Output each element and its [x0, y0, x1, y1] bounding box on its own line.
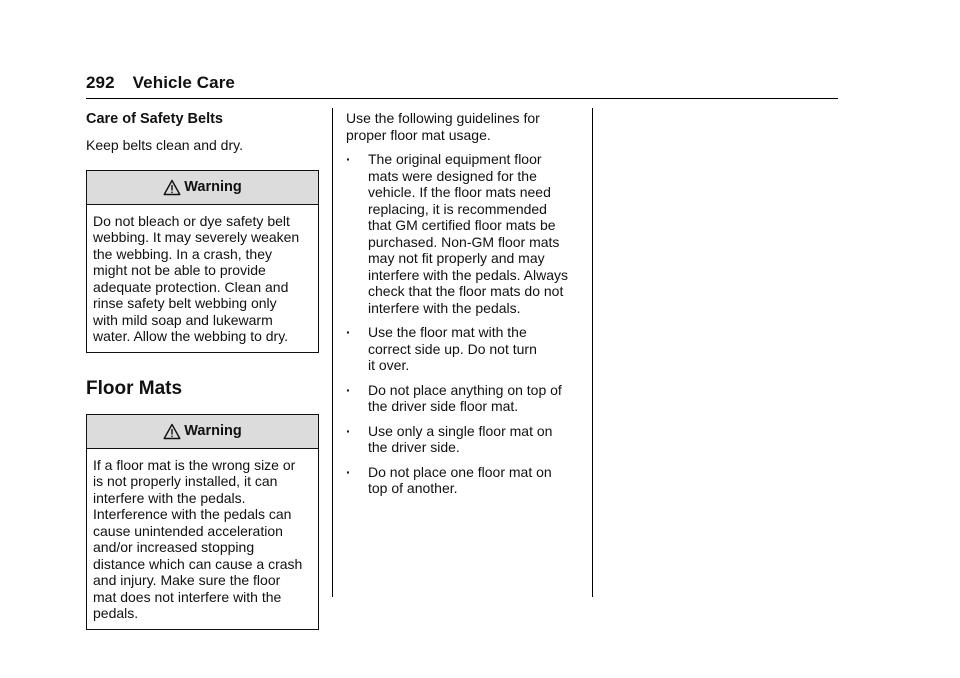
warning-line: adequate protection. Clean and [93, 278, 289, 295]
bullet-line: top of another. [368, 480, 458, 496]
floor-mats-warning-box [86, 414, 319, 630]
section-title: Vehicle Care [132, 73, 235, 92]
bullet-icon: · [346, 381, 351, 398]
bullet-line: Use the floor mat with the [368, 324, 527, 340]
list-item [346, 382, 578, 415]
warning-triangle-icon [163, 179, 181, 196]
warning-line: pedals. [93, 605, 139, 621]
column-divider-left [332, 108, 333, 597]
bullet-line: mats were designed for the [368, 167, 537, 184]
page-header [86, 73, 838, 93]
bullet-line: that GM certified floor mats be [368, 217, 556, 233]
warning-line: Do not bleach or dye safety belt [93, 212, 290, 229]
guidelines-intro-line: proper floor mat usage. [346, 126, 491, 143]
list-item [346, 151, 578, 316]
warning-line: might not be able to provide [93, 262, 266, 278]
warning-line: and injury. Make sure the floor [93, 572, 281, 588]
guidelines-list [346, 151, 578, 497]
bullet-line: it over. [368, 357, 410, 373]
guidelines-intro [346, 110, 578, 143]
bullet-icon: · [346, 422, 351, 439]
safety-belts-intro: Keep belts clean and dry. [86, 137, 243, 153]
warning-line: with mild soap and lukewarm [93, 311, 273, 328]
warning-header [87, 415, 318, 449]
bullet-icon: · [346, 463, 351, 480]
guidelines-intro-line: Use the following guidelines for [346, 110, 540, 126]
warning-line: webbing. It may severely weaken [93, 229, 300, 245]
bullet-line: check that the floor mats do not [368, 283, 564, 299]
warning-line: If a floor mat is the wrong size or [93, 456, 296, 473]
warning-line: and/or increased stopping [93, 539, 255, 555]
bullet-icon: · [346, 151, 351, 167]
column-middle [346, 110, 578, 505]
warning-body [87, 205, 318, 352]
bullet-line: Use only a single floor mat on [368, 422, 553, 439]
bullet-line: purchased. Non-GM floor mats [368, 233, 560, 250]
bullet-icon: · [346, 324, 351, 340]
bullet-line: the driver side. [368, 439, 460, 455]
warning-line: cause unintended acceleration [93, 522, 283, 539]
safety-belts-heading: Care of Safety Belts [86, 111, 223, 127]
warning-line: rinse safety belt webbing only [93, 295, 277, 311]
header-rule [86, 98, 838, 99]
warning-body [87, 449, 318, 629]
warning-line: mat does not interfere with the [93, 588, 282, 605]
warning-title: Warning [184, 178, 242, 195]
bullet-line: replacing, it is recommended [368, 200, 547, 217]
warning-triangle-icon [163, 423, 181, 440]
bullet-line: The original equipment floor [368, 151, 542, 167]
floor-mats-heading: Floor Mats [86, 377, 183, 399]
page-number: 292 [86, 73, 115, 92]
warning-line: distance which can cause a crash [93, 555, 303, 572]
list-item [346, 324, 578, 374]
bullet-line: Do not place one floor mat on [368, 463, 552, 480]
bullet-line: may not fit properly and may [368, 250, 545, 266]
warning-line: interfere with the pedals. [93, 489, 246, 506]
warning-header [87, 171, 318, 205]
list-item [346, 464, 578, 497]
warning-line: water. Allow the webbing to dry. [93, 328, 289, 344]
warning-line: the webbing. In a crash, they [93, 245, 272, 262]
bullet-line: vehicle. If the floor mats need [368, 184, 551, 200]
bullet-line: Do not place anything on top of [368, 381, 562, 398]
safety-belts-warning-box [86, 170, 319, 353]
bullet-line: correct side up. Do not turn [368, 340, 537, 357]
column-left [86, 110, 319, 630]
bullet-line: the driver side floor mat. [368, 398, 519, 414]
bullet-line: interfere with the pedals. [368, 299, 521, 316]
list-item [346, 423, 578, 456]
column-divider-right [592, 108, 593, 597]
bullet-line: interfere with the pedals. Always [368, 266, 568, 283]
warning-title: Warning [184, 422, 242, 439]
warning-line: Interference with the pedals can [93, 506, 292, 522]
warning-line: is not properly installed, it can [93, 473, 278, 489]
